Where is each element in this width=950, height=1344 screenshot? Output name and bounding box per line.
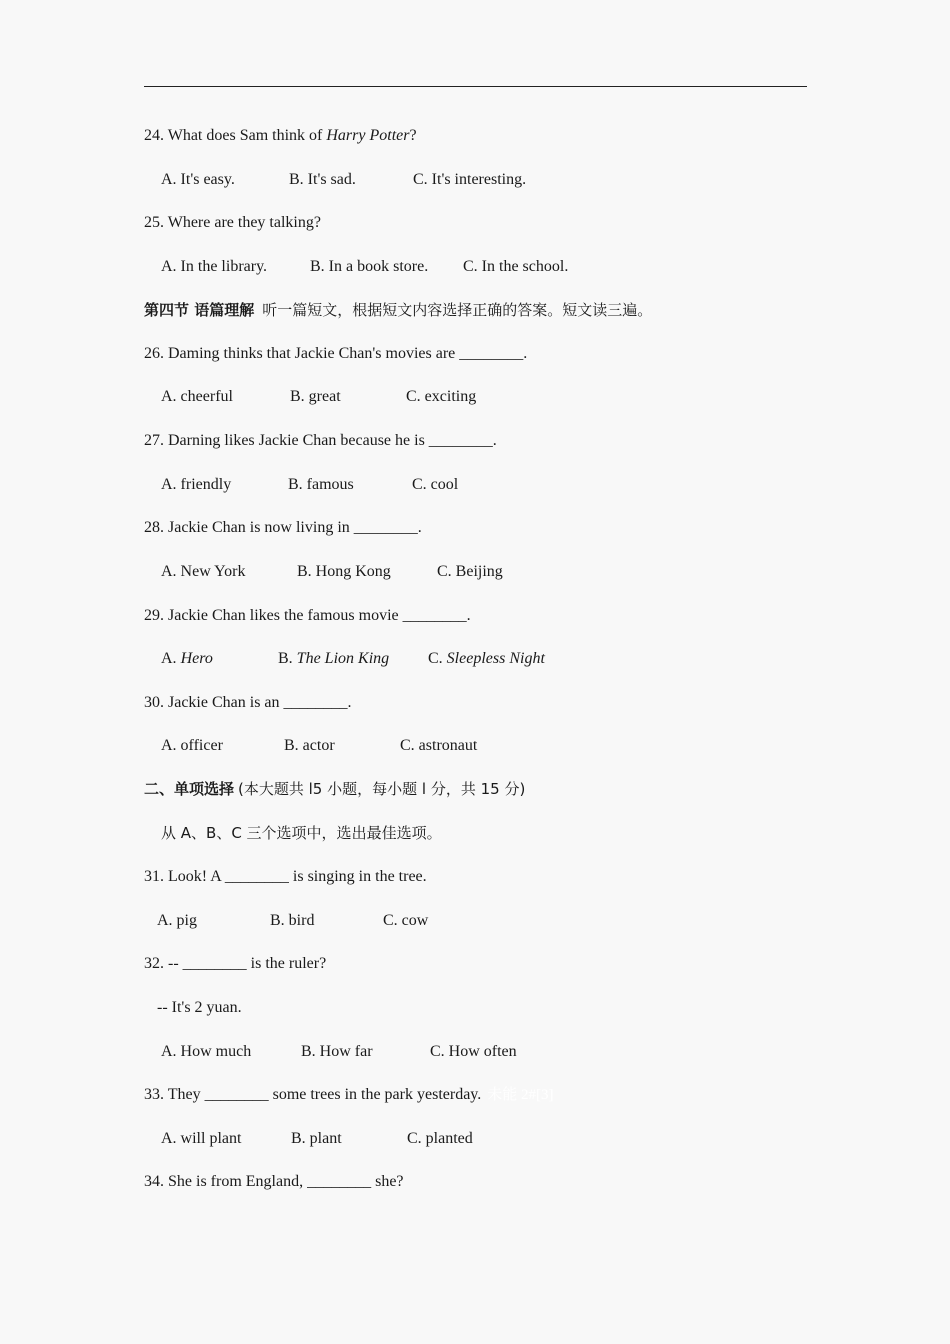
question-33-text: 33. They ________ some trees in the park yesterday. xyxy=(144,1086,482,1103)
question-31: 31. Look! A ________ is singing in the tree. xyxy=(144,868,427,885)
q29-option-a-prefix: A. xyxy=(161,650,181,667)
part-2-heading-line xyxy=(144,778,525,801)
part-2-heading: 二、单项选择 xyxy=(144,780,235,798)
q27-option-a: A. friendly xyxy=(161,476,232,493)
q28-option-c: C. Beijing xyxy=(437,563,503,580)
q33-option-b: B. plant xyxy=(291,1130,342,1147)
q29-option-b xyxy=(278,648,389,670)
q32-option-b: B. How far xyxy=(301,1043,373,1060)
question-24-number: 24. xyxy=(144,127,164,144)
question-24-text-after: ? xyxy=(409,127,417,144)
q30-option-a: A. officer xyxy=(161,737,223,754)
q29-option-b-title: The Lion King xyxy=(296,650,390,667)
q29-option-b-prefix: B. xyxy=(278,650,297,667)
q27-option-c: C. cool xyxy=(412,476,459,493)
question-30: 30. Jackie Chan is an ________. xyxy=(144,694,352,711)
q29-option-c-title: Sleepless Night xyxy=(446,650,545,667)
question-27: 27. Darning likes Jackie Chan because he is ________. xyxy=(144,432,497,449)
q26-option-a: A. cheerful xyxy=(161,388,233,405)
section-4-heading-line xyxy=(144,299,652,322)
question-25: 25. Where are they talking? xyxy=(144,214,321,231)
part-2-instruction: 从 A、B、C 三个选项中，选出最佳选项。 xyxy=(161,824,442,842)
q33-option-a: A. will plant xyxy=(161,1130,242,1147)
section-4-heading: 第四节 语篇理解 xyxy=(144,301,255,319)
q28-option-a: A. New York xyxy=(161,563,246,580)
q31-option-c: C. cow xyxy=(383,912,429,929)
watermark-text: 未能 2#[3] xyxy=(487,1087,554,1103)
question-32: 32. -- ________ is the ruler? xyxy=(144,955,327,972)
q33-option-c: C. planted xyxy=(407,1130,473,1147)
q31-option-b: B. bird xyxy=(270,912,315,929)
q31-option-a: A. pig xyxy=(157,912,197,929)
q24-option-a: A. It's easy. xyxy=(161,171,235,188)
question-32-reply: -- It's 2 yuan. xyxy=(157,999,242,1016)
question-26: 26. Daming thinks that Jackie Chan's movies are ________. xyxy=(144,345,528,362)
q24-option-c: C. It's interesting. xyxy=(413,171,527,188)
q30-option-b: B. actor xyxy=(284,737,335,754)
q28-option-b: B. Hong Kong xyxy=(297,563,391,580)
header-rule xyxy=(144,86,807,87)
q29-option-a xyxy=(161,648,213,670)
question-24-book-title: Harry Potter xyxy=(326,127,410,144)
q27-option-b: B. famous xyxy=(288,476,354,493)
question-33 xyxy=(144,1084,554,1106)
question-28: 28. Jackie Chan is now living in ________. xyxy=(144,519,422,536)
q26-option-b: B. great xyxy=(290,388,341,405)
question-29: 29. Jackie Chan likes the famous movie ________. xyxy=(144,607,471,624)
part-2-note: (本大题共 l5 小题，每小题 l 分，共 15 分) xyxy=(238,780,526,798)
q29-option-c-prefix: C. xyxy=(428,650,447,667)
question-24-text-before: What does Sam think of xyxy=(164,127,327,144)
q25-option-b: B. In a book store. xyxy=(310,258,429,275)
question-34: 34. She is from England, ________ she? xyxy=(144,1173,404,1190)
q32-option-a: A. How much xyxy=(161,1043,252,1060)
q24-option-b: B. It's sad. xyxy=(289,171,356,188)
q29-option-a-title: Hero xyxy=(180,650,213,667)
question-24 xyxy=(144,125,417,147)
section-4-instruction: 听一篇短文，根据短文内容选择正确的答案。短文读三遍。 xyxy=(262,301,653,319)
q25-option-c: C. In the school. xyxy=(463,258,569,275)
q26-option-c: C. exciting xyxy=(406,388,477,405)
q29-option-c xyxy=(428,648,545,670)
q32-option-c: C. How often xyxy=(430,1043,517,1060)
q30-option-c: C. astronaut xyxy=(400,737,478,754)
q25-option-a: A. In the library. xyxy=(161,258,268,275)
